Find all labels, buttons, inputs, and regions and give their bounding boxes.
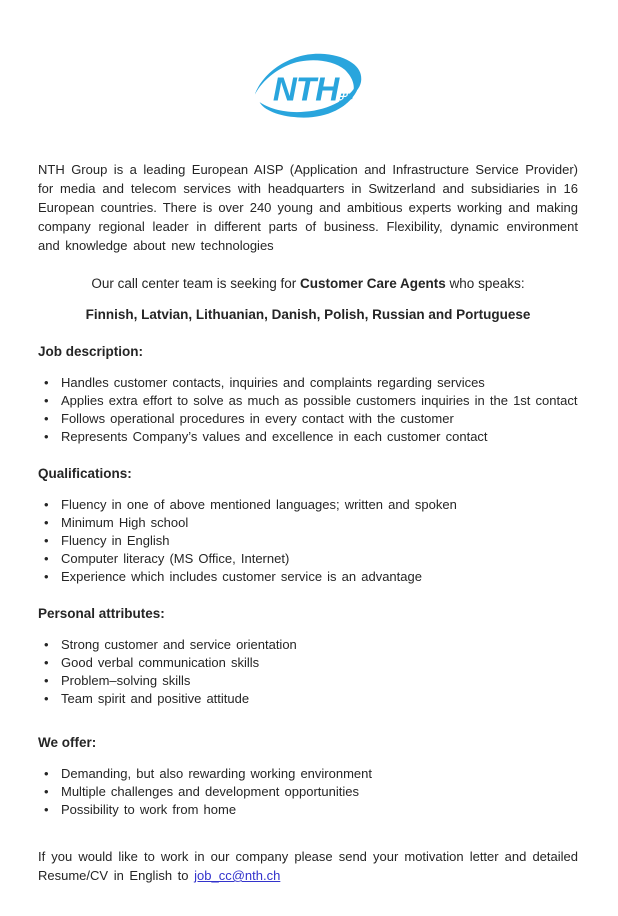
section-heading-we-offer: We offer: — [38, 735, 97, 750]
seeking-role-bold: Customer Care Agents — [300, 276, 446, 291]
seeking-line — [38, 275, 578, 293]
list-item: • Represents Company’s values and excellence in each customer contact — [38, 428, 578, 446]
section-heading-personal-attributes: Personal attributes: — [38, 606, 165, 621]
we-offer-list — [38, 765, 578, 819]
section-heading-qualifications: Qualifications: — [38, 466, 132, 481]
seeking-suffix: who speaks: — [445, 276, 525, 291]
nth-logo-text: NTH — [272, 71, 339, 109]
list-item: • Fluency in one of above mentioned languages; written and spoken — [38, 496, 578, 514]
list-item: • Computer literacy (MS Office, Internet) — [38, 550, 578, 568]
email-link[interactable]: job_cc@nth.ch — [194, 868, 281, 883]
closing-text: If you would like to work in our company please send your motivation letter and detailed Resume/CV in English to — [38, 849, 578, 883]
list-item: • Applies extra effort to solve as much as possible customers inquiries in the 1st contact — [38, 392, 578, 410]
list-item: • Handles customer contacts, inquiries and complaints regarding services — [38, 374, 578, 392]
list-item: • Fluency in English — [38, 532, 578, 550]
list-item: • Strong customer and service orientation — [38, 636, 578, 654]
personal-attributes-list — [38, 636, 578, 708]
list-item: • Team spirit and positive attitude — [38, 690, 578, 708]
list-item: • Problem–solving skills — [38, 672, 578, 690]
list-item: • Experience which includes customer service is an advantage — [38, 568, 578, 586]
list-item: • Demanding, but also rewarding working environment — [38, 765, 578, 783]
intro-paragraph: NTH Group is a leading European AISP (Application and Infrastructure Service Provider) for media and telecom services with headquarters in Switzerland and subsidiaries in 16 European countries. There is over 240 young and ambitious experts working and making company regional leader in different parts of business. Flexibility, dynamic environment and knowledge about new technologies — [38, 162, 578, 253]
list-item: • Possibility to work from home — [38, 801, 578, 819]
languages-line: Finnish, Latvian, Lithuanian, Danish, Polish, Russian and Portuguese — [85, 307, 531, 322]
nth-logo-icon — [249, 50, 367, 124]
seeking-prefix: Our call center team is seeking for — [91, 276, 300, 291]
logo-container — [38, 0, 578, 124]
list-item: • Minimum High school — [38, 514, 578, 532]
qualifications-list — [38, 496, 578, 586]
list-item: • Good verbal communication skills — [38, 654, 578, 672]
closing-paragraph — [38, 847, 578, 885]
list-item: • Follows operational procedures in every contact with the customer — [38, 410, 578, 428]
job-description-list — [38, 374, 578, 446]
list-item: • Multiple challenges and development opportunities — [38, 783, 578, 801]
section-heading-job-description: Job description: — [38, 344, 144, 359]
